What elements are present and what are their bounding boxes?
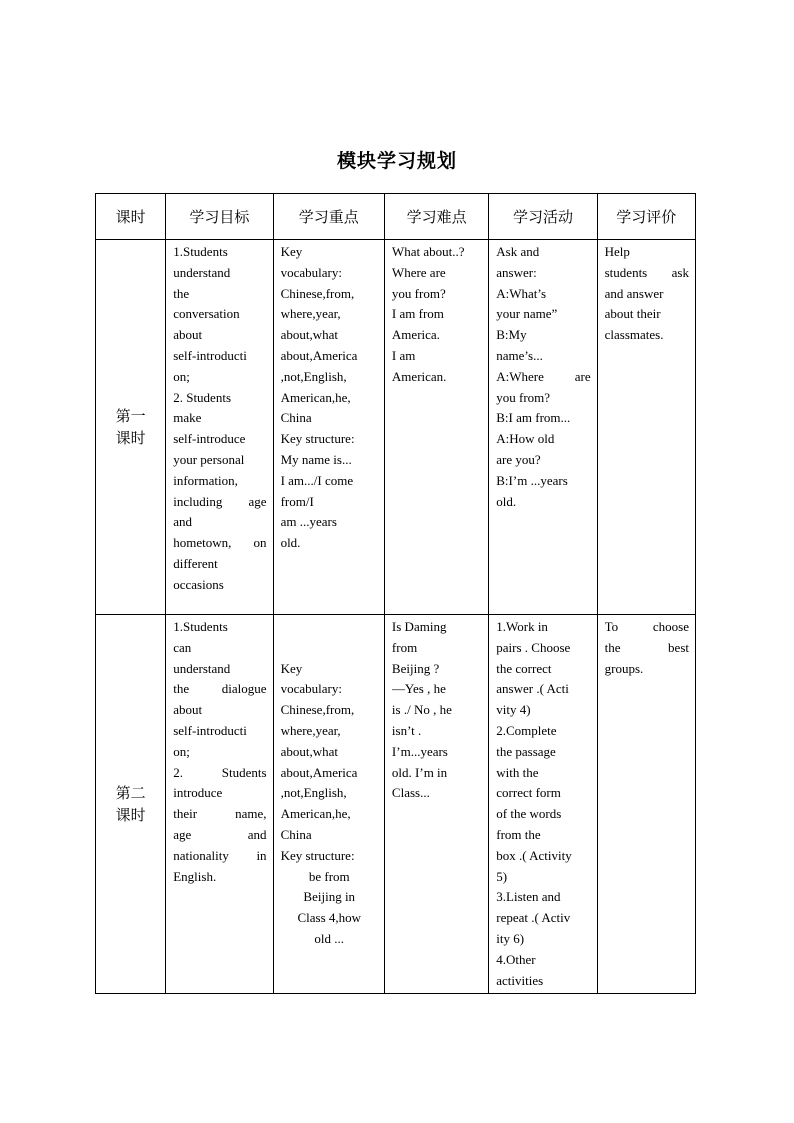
cell-line: different <box>173 555 218 571</box>
cell-line: China <box>280 410 312 426</box>
cell-line: where,year, <box>280 722 341 738</box>
cell-line: ity 6) <box>496 930 525 946</box>
cell-line: on; <box>173 368 190 384</box>
lesson-label: 第二 <box>115 784 146 803</box>
activities-cell <box>489 615 597 994</box>
cell-line: I am from <box>391 306 444 322</box>
objectives-cell <box>166 615 273 994</box>
cell-line: the best <box>604 639 689 655</box>
cell-line: Ask and <box>496 244 540 259</box>
cell-line: about,what <box>280 327 338 343</box>
cell-line: and answer <box>604 285 664 301</box>
cell-line: I’m...years <box>391 743 448 759</box>
key-points-cell <box>273 615 384 994</box>
header-objectives: 学习目标 <box>166 194 273 240</box>
cell-line: 2. Students <box>173 389 232 405</box>
lesson-label: 第一 <box>115 407 146 425</box>
cell-line: 1.Students <box>173 619 228 634</box>
cell-line: self-introducti <box>173 722 247 738</box>
cell-line: Where are <box>391 264 446 280</box>
cell-line: about,what <box>280 743 338 759</box>
evaluation-cell <box>597 240 695 615</box>
cell-line: understand <box>173 264 231 280</box>
difficulties-cell <box>384 615 488 994</box>
cell-line: name’s... <box>496 347 543 363</box>
cell-line: information, <box>173 472 238 488</box>
cell-line: make <box>173 410 202 426</box>
cell-line: from the <box>496 826 541 842</box>
cell-line: the dialogue <box>173 681 267 697</box>
cell-line: on; <box>173 743 190 759</box>
header-difficulties: 学习难点 <box>384 194 488 240</box>
cell-line: students ask <box>604 264 689 280</box>
cell-line: I am <box>391 347 416 363</box>
cell-line: My name is... <box>280 451 352 467</box>
activities-cell <box>489 240 597 615</box>
header-activities: 学习活动 <box>489 194 597 240</box>
cell-line: answer: <box>496 264 537 280</box>
cell-line: classmates. <box>604 327 664 343</box>
cell-line: 3.Listen and <box>496 889 561 905</box>
cell-line: is ./ No , he <box>391 702 452 718</box>
cell-line: from <box>391 639 418 655</box>
cell-line: vity 4) <box>496 702 531 718</box>
cell-line: introduce <box>173 785 223 801</box>
cell-line: Key <box>280 660 303 676</box>
cell-line: be from <box>308 868 350 884</box>
cell-line: groups. <box>604 660 644 676</box>
cell-line: 5) <box>496 868 508 884</box>
cell-line: self-introduce <box>173 431 246 447</box>
cell-line: I am.../I come <box>280 472 354 488</box>
cell-line: are you? <box>496 451 541 467</box>
cell-line: repeat .( Activ <box>496 910 571 926</box>
cell-line: What about..? <box>391 244 465 259</box>
cell-line: age and <box>173 826 267 842</box>
cell-line: A:How old <box>496 431 555 447</box>
cell-line: Chinese,from, <box>280 702 355 718</box>
cell-line: understand <box>173 660 231 676</box>
cell-line: self-introducti <box>173 347 247 363</box>
cell-line: 1.Students <box>173 244 228 259</box>
cell-line <box>281 617 378 638</box>
cell-line: their name, <box>173 806 267 822</box>
cell-line: about <box>173 327 203 343</box>
cell-line: hometown, on <box>173 535 267 551</box>
study-plan-table <box>95 193 696 994</box>
cell-line: American. <box>391 368 447 384</box>
cell-line: activities <box>496 972 544 988</box>
cell-line: A:What’s <box>496 285 547 301</box>
cell-line: American,he, <box>280 806 351 822</box>
cell-line: 2. Students <box>173 764 267 780</box>
cell-line: 1.Work in <box>496 619 548 634</box>
cell-line: America. <box>391 327 440 343</box>
cell-line: you from? <box>391 285 446 301</box>
cell-line: the correct <box>496 660 552 676</box>
cell-line: ,not,English, <box>280 785 347 801</box>
header-lesson: 课时 <box>96 194 166 240</box>
cell-line: vocabulary: <box>280 264 342 280</box>
cell-line: Key structure: <box>280 431 355 447</box>
cell-line: Beijing in <box>303 889 356 905</box>
cell-line: the passage <box>496 743 556 759</box>
cell-line: old. <box>496 493 517 509</box>
cell-line: about,America <box>280 347 358 363</box>
cell-line: am ...years <box>280 514 337 530</box>
table-row <box>96 240 696 615</box>
cell-line: answer .( Acti <box>496 681 569 697</box>
cell-line: old. I’m in <box>391 764 448 780</box>
lesson-label: 课时 <box>115 429 146 447</box>
cell-line: Help <box>604 244 630 259</box>
cell-line: can <box>173 639 192 655</box>
cell-line: Is Daming <box>391 619 447 634</box>
page-title: 模块学习规划 <box>336 150 457 172</box>
cell-line: A:Where are <box>496 368 591 384</box>
cell-line: B:I’m ...years <box>496 472 568 488</box>
cell-line: 2.Complete <box>496 722 557 738</box>
evaluation-cell <box>597 615 695 994</box>
cell-line: isn’t . <box>391 722 422 738</box>
cell-line: about <box>173 702 203 718</box>
cell-line: old. <box>280 535 301 551</box>
cell-line: old ... <box>314 930 345 946</box>
cell-line: nationality in <box>173 847 267 863</box>
cell-line: conversation <box>173 306 240 322</box>
cell-line: the <box>173 285 190 301</box>
cell-line: Class 4,how <box>297 910 362 926</box>
cell-line: Key <box>280 244 303 259</box>
cell-line: American,he, <box>280 389 351 405</box>
cell-line: your personal <box>173 451 245 467</box>
header-evaluation: 学习评价 <box>597 194 695 240</box>
cell-line: To choose <box>604 619 689 634</box>
cell-line: correct form <box>496 785 561 801</box>
cell-line: from/I <box>280 493 314 509</box>
difficulties-cell <box>384 240 488 615</box>
cell-line <box>281 638 378 659</box>
table-row <box>96 615 696 994</box>
cell-line: B:I am from... <box>496 410 571 426</box>
cell-line: ,not,English, <box>280 368 347 384</box>
cell-line: English. <box>173 868 217 884</box>
lesson-label: 课时 <box>115 806 146 825</box>
cell-line: Beijing ? <box>391 660 440 676</box>
cell-line: including age <box>173 493 267 509</box>
header-key-points: 学习重点 <box>273 194 384 240</box>
cell-line: Chinese,from, <box>280 285 355 301</box>
cell-line: about their <box>604 306 661 322</box>
cell-line: about,America <box>280 764 358 780</box>
cell-line: occasions <box>173 576 224 592</box>
cell-line: B:My <box>496 327 527 343</box>
cell-line: and <box>173 514 192 530</box>
key-points-cell <box>273 240 384 615</box>
cell-line: with the <box>496 764 539 780</box>
lesson-cell <box>96 240 166 615</box>
objectives-cell <box>166 240 273 615</box>
cell-line: box .( Activity <box>496 847 572 863</box>
cell-line: you from? <box>496 389 551 405</box>
cell-line: China <box>280 826 312 842</box>
cell-line: pairs . Choose <box>496 639 571 655</box>
cell-line: where,year, <box>280 306 341 322</box>
cell-line: Class... <box>391 785 430 801</box>
cell-line: —Yes , he <box>391 681 446 697</box>
cell-line: Key structure: <box>280 847 355 863</box>
lesson-cell <box>96 615 166 994</box>
cell-line: your name” <box>496 306 558 322</box>
cell-line: vocabulary: <box>280 681 342 697</box>
cell-line: of the words <box>496 806 562 822</box>
cell-line: 4.Other <box>496 951 536 967</box>
table-header-row <box>96 194 696 240</box>
